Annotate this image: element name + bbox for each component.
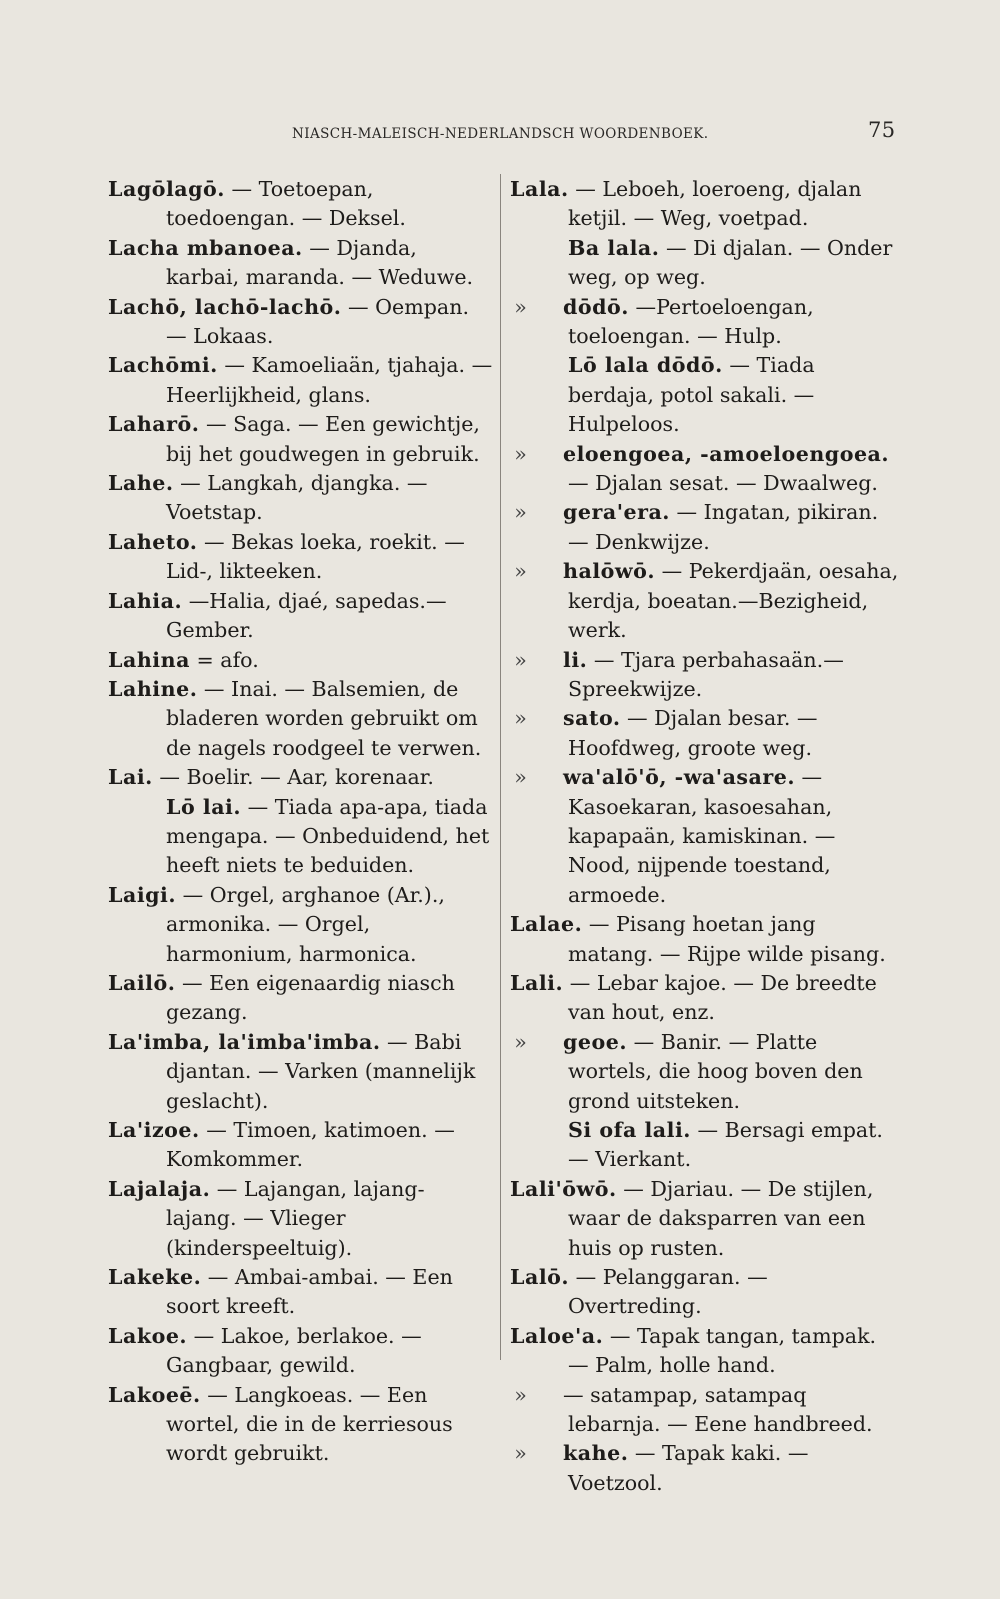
dictionary-entry <box>108 293 494 352</box>
headword: Lagōlagō. <box>108 177 225 201</box>
dictionary-entry <box>510 440 900 499</box>
ditto-mark: » <box>514 500 527 525</box>
headword: Lahia. <box>108 588 183 613</box>
headword: Lahina <box>108 647 190 672</box>
ditto-mark: » <box>514 559 527 584</box>
headword: Lō lai. <box>166 794 242 819</box>
dictionary-entry <box>108 881 494 969</box>
ditto-mark: » <box>514 441 527 466</box>
left-column <box>108 175 494 1469</box>
headword: Laigi. <box>108 882 177 907</box>
definition: — Tiada apa-apa, tiada mengapa. — Onbeduidend, het heeft niets te beduiden. <box>166 794 490 878</box>
definition: — Pekerdjaän, oesaha, kerdja, boeatan.—Bezigheid, werk. <box>568 559 899 643</box>
definition: = afo. <box>196 647 259 672</box>
definition: — Kamoeliaän, tjahaja. — Heerlijkheid, glans. <box>166 353 493 407</box>
definition: —Pertoeloengan, toeloengan. — Hulp. <box>568 294 814 349</box>
dictionary-entry <box>108 1028 494 1116</box>
definition: — Ambai-ambai. — Een soort kreeft. <box>166 1265 453 1319</box>
dictionary-entry <box>108 763 494 792</box>
definition: — Een eigenaardig niasch gezang. <box>166 970 455 1025</box>
definition: — Bersagi empat. — Vierkant. <box>568 1118 883 1172</box>
dictionary-entry <box>108 793 494 881</box>
headword: La'izoe. <box>108 1118 200 1142</box>
dictionary-entry <box>108 351 494 410</box>
headword: Lakeke. <box>108 1265 202 1290</box>
headword: Laheto. <box>108 529 198 554</box>
dictionary-entry <box>510 175 900 234</box>
definition: — Orgel, arghanoe (Ar.)., armonika. — Orgel, harmonium, harmonica. <box>166 882 445 966</box>
definition: — Lajangan, lajang-lajang. — Vlieger (kinderspeeltuig). <box>166 1176 425 1260</box>
definition: — satampap, satampaq lebarnja. — Eene handbreed. <box>563 1382 873 1437</box>
dictionary-entry <box>108 1322 494 1381</box>
dictionary-entry <box>108 646 494 675</box>
headword: Laloe'a. <box>510 1323 604 1348</box>
definition: — Lakoe, berlakoe. — Gangbaar, gewild. <box>166 1323 422 1378</box>
dictionary-entry <box>108 1175 494 1263</box>
right-column <box>510 175 900 1498</box>
headword: Lali. <box>510 970 564 995</box>
headword: Lali'ōwō. <box>510 1176 617 1201</box>
definition: — Lebar kajoe. — De breedte van hout, enz. <box>568 970 877 1025</box>
dictionary-entry <box>510 969 900 1028</box>
headword: dōdō. <box>563 294 629 319</box>
definition: —Halia, djaé, sapedas.—Gember. <box>166 588 447 643</box>
definition: — Saga. — Een gewichtje, bij het goudwegen in gebruik. <box>166 412 480 466</box>
dictionary-entry <box>108 587 494 646</box>
dictionary-entry <box>510 557 900 645</box>
dictionary-entry <box>510 293 900 352</box>
definition: — Timoen, katimoen. — Komkommer. <box>166 1118 455 1172</box>
headword: La'imba, la'imba'imba. <box>108 1029 381 1054</box>
dictionary-entry <box>510 910 900 969</box>
definition: — Tapak tangan, tampak. — Palm, holle hand. <box>568 1323 877 1378</box>
dictionary-entry <box>108 1263 494 1322</box>
dictionary-entry <box>108 675 494 763</box>
headword: Lalae. <box>510 912 583 937</box>
dictionary-entry <box>108 1116 494 1175</box>
running-title: NIASCH-MALEISCH-NEDERLANDSCH WOORDENBOEK. <box>292 126 709 142</box>
dictionary-entry <box>108 469 494 528</box>
dictionary-entry <box>510 1263 900 1322</box>
dictionary-entry <box>510 704 900 763</box>
definition: — Langkoeas. — Een wortel, die in de kerriesous wordt gebruikt. <box>166 1382 453 1466</box>
dictionary-entry <box>510 498 900 557</box>
definition: — Di djalan. — Onder weg, op weg. <box>568 235 893 290</box>
headword: Lai. <box>108 765 153 790</box>
headword: Lachōmi. <box>108 353 218 378</box>
dictionary-entry <box>108 1381 494 1469</box>
dictionary-entry <box>510 646 900 705</box>
definition: — Djariau. — De stijlen, waar de daksparren van een huis op rusten. <box>568 1176 874 1260</box>
headword: Lalō. <box>510 1265 570 1290</box>
definition: — Tiada berdaja, potol sakali. — Hulpeloos. <box>568 353 815 437</box>
headword: gera'era. <box>563 500 670 525</box>
page-number: 75 <box>868 118 896 142</box>
definition: — Pelanggaran. — Overtreding. <box>568 1265 768 1319</box>
definition: — Babi djantan. — Varken (mannelijk geslacht). <box>166 1029 476 1113</box>
column-divider <box>500 174 501 1360</box>
definition: — Toetoepan, toedoengan. — Deksel. <box>166 177 406 231</box>
definition: — Ingatan, pikiran. — Denkwijze. <box>568 500 879 554</box>
dictionary-entry <box>510 234 900 293</box>
headword: Lala. <box>510 177 569 201</box>
dictionary-entry <box>108 528 494 587</box>
definition: — Djalan besar. — Hoofdweg, groote weg. <box>568 706 818 760</box>
headword: Lailō. <box>108 970 176 995</box>
headword: Lacha mbanoea. <box>108 235 303 260</box>
definition: — Tapak kaki. — Voetzool. <box>568 1441 809 1495</box>
ditto-mark: » <box>514 647 527 672</box>
headword: kahe. <box>563 1441 629 1466</box>
dictionary-entry <box>510 1381 900 1440</box>
headword: Lō lala dōdō. <box>568 353 723 378</box>
headword: Lajalaja. <box>108 1176 211 1201</box>
ditto-mark: » <box>514 765 527 790</box>
definition: — Pisang hoetan jang matang. — Rijpe wilde pisang. <box>568 912 886 966</box>
definition: — Banir. — Platte wortels, die hoog boven den grond uitsteken. <box>568 1029 863 1113</box>
ditto-mark: » <box>514 706 527 731</box>
ditto-mark: » <box>514 1029 527 1054</box>
dictionary-entry <box>108 234 494 293</box>
headword: halōwō. <box>563 559 656 584</box>
headword: wa'alō'ō, -wa'asare. <box>563 765 795 790</box>
definition: — Leboeh, loeroeng, djalan ketjil. — Weg, voetpad. <box>568 177 862 231</box>
definition: — Kasoekaran, kasoesahan, kapapaän, kamiskinan. — Nood, nijpende toestand, armoede. <box>568 765 836 907</box>
definition: — Djalan sesat. — Dwaalweg. <box>568 471 878 496</box>
dictionary-entry <box>108 969 494 1028</box>
headword: Lakoeē. <box>108 1382 201 1407</box>
ditto-mark: » <box>514 1441 527 1466</box>
dictionary-entry <box>510 1322 900 1381</box>
headword: geoe. <box>563 1029 628 1054</box>
headword: li. <box>563 647 588 672</box>
ditto-mark: » <box>514 1382 527 1407</box>
definition: — Tjara perbahasaän.—Spreekwijze. <box>568 647 844 701</box>
definition: — Oempan. — Lokaas. <box>166 294 470 349</box>
headword: Lachō, lachō-lachō. <box>108 294 342 319</box>
definition: — Djanda, karbai, maranda. — Weduwe. <box>166 235 474 290</box>
dictionary-entry <box>510 1028 900 1116</box>
headword: Laharō. <box>108 412 200 437</box>
headword: Ba lala. <box>568 235 660 260</box>
ditto-mark: » <box>514 294 527 319</box>
dictionary-entry <box>510 1116 900 1175</box>
headword: Si ofa lali. <box>568 1118 691 1142</box>
dictionary-entry <box>510 1175 900 1263</box>
dictionary-entry <box>510 763 900 910</box>
definition: — Boelir. — Aar, korenaar. <box>159 765 434 790</box>
dictionary-entry <box>108 175 494 234</box>
headword: eloengoea, -amoeloengoea. <box>563 441 890 466</box>
headword: sato. <box>563 706 621 731</box>
headword: Lahe. <box>108 471 174 496</box>
dictionary-entry <box>108 410 494 469</box>
dictionary-entry <box>510 351 900 439</box>
definition: — Inai. — Balsemien, de bladeren worden gebruikt om de nagels roodgeel te verwen. <box>166 676 482 760</box>
definition: — Langkah, djangka. — Voetstap. <box>166 471 428 525</box>
headword: Lahine. <box>108 676 198 701</box>
dictionary-entry <box>510 1439 900 1498</box>
headword: Lakoe. <box>108 1323 188 1348</box>
definition: — Bekas loeka, roekit. — Lid-, likteeken. <box>166 529 465 584</box>
